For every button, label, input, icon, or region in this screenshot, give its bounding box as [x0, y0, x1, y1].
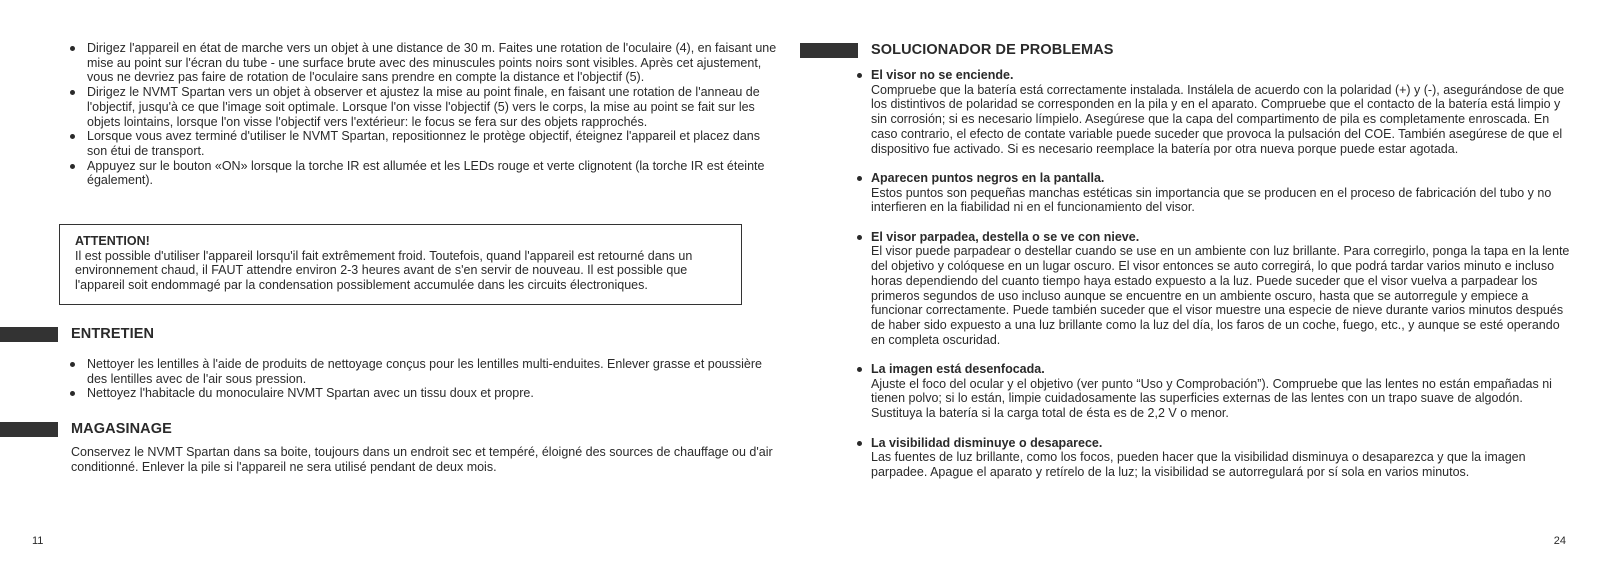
- section-heading-magasinage: MAGASINAGE: [71, 421, 172, 437]
- usage-bullet-list: [87, 41, 777, 188]
- problem-item: [871, 362, 1571, 421]
- problem-text: Ajuste el foco del ocular y el objetivo (ver punto “Uso y Comprobación”). Compruebe que las lentes no están empañadas ni tienen polvo; si lo están, limpie cuidadosamente las superficies externas de las lentes con un trapo suave de algodón. Sustituya la batería si la carga total de ésta es de 2,2 V o menor.: [871, 376, 1552, 421]
- list-item: Dirigez le NVMT Spartan vers un objet à observer et ajustez la mise au point finale, en faisant une rotation de l'anneau de l'objectif, jusqu'à ce que l'image soit optimale. Lorsque l'on visse l'objectif (5) vers le corps, la mise au point se fait sur les objets lointains, lorsque l'on visse l'objectif vers l'extérieur: le focus se fera sur des objets rapprochés.: [87, 85, 777, 129]
- attention-text: Il est possible d'utiliser l'appareil lorsqu'il fait extrêmement froid. Toutefois, quand l'appareil est retourné dans un environnement chaud, il FAUT attendre environ 2-3 heures avant de s'en servir de nouveau. Il est possible que l'appareil soit endommagé par la condensation possiblement accumulée dans les circuits électroniques.: [75, 248, 693, 293]
- problem-title: El visor parpadea, destella o se ve con nieve.: [871, 229, 1140, 244]
- page-number: 24: [1553, 535, 1566, 547]
- problem-item: [871, 436, 1571, 480]
- list-item: Appuyez sur le bouton «ON» lorsque la torche IR est allumée et les LEDs rouge et verte clignotent (la torche IR est éteinte également).: [87, 159, 777, 188]
- problem-text: Compruebe que la batería está correctamente instalada. Instálela de acuerdo con la polaridad (+) y (-), asegurándose de que los distintivos de polaridad se corresponden en la pila y en el aparato. Compruebe que el contacto de la batería está limpio y sin corrosión; si es necesario límpielo. Asegúrese que la capa del compartimento de pila es completamente enroscada. En caso contrario, el efecto de contate variable puede suceder que provoca la pulsación del COE. También asegúrese de que el dispositivo fue activado. Si es necesario reemplace la batería por otra nueva porque puede estar agotada.: [871, 82, 1565, 156]
- list-item: Nettoyer les lentilles à l'aide de produits de nettoyage conçus pour les lentilles multi-enduites. Enlever grasse et poussière des lentilles avec de l'air sous pression.: [87, 357, 777, 386]
- list-item: Nettoyez l'habitacle du monoculaire NVMT Spartan avec un tissu doux et propre.: [87, 386, 777, 401]
- problem-title: La imagen está desenfocada.: [871, 362, 1045, 377]
- problem-list: [871, 68, 1571, 494]
- page-number: 11: [32, 535, 44, 547]
- section-marker-bar: [800, 43, 858, 58]
- attention-title: ATTENTION!: [75, 234, 150, 248]
- section-heading-entretien: ENTRETIEN: [71, 326, 155, 342]
- problem-item: [871, 171, 1571, 215]
- problem-title: La visibilidad disminuye o desaparece.: [871, 435, 1103, 450]
- list-item: Lorsque vous avez terminé d'utiliser le NVMT Spartan, repositionnez le protège objectif, éteignez l'appareil et placez dans son étui de transport.: [87, 129, 777, 158]
- problem-title: El visor no se enciende.: [871, 68, 1014, 82]
- problem-title: Aparecen puntos negros en la pantalla.: [871, 170, 1105, 185]
- section-marker-bar: [0, 422, 58, 437]
- problem-item: [871, 68, 1571, 156]
- problem-text: Estos puntos son pequeñas manchas estéticas sin importancia que se producen en el proceso de fabricación del tubo y no interfieren en la fiabilidad ni en el funcionamiento del visor.: [871, 185, 1552, 215]
- list-item: Dirigez l'appareil en état de marche vers un objet à une distance de 30 m. Faites une rotation de l'oculaire (4), en faisant une mise au point sur l'écran du tube - une surface brute avec des minuscules points noirs sont visibles. Après cet ajustement, vous ne devriez pas faire de rotation de l'oculaire sans prendre en compte la distance et l'objectif (5).: [87, 41, 777, 85]
- problem-text: El visor puede parpadear o destellar cuando se use en un ambiente con luz brillante. Para corregirlo, ponga la tapa en la lente del objetivo y colóquese en un lugar oscuro. El visor entonces se auto corregirá, lo que podrá tardar varios minuto e incluso horas dependiendo del cuanto tiempo haya estado expuesto a la luz. Puede suceder que el visor vuelva a parpadear los primeros segundos de uso incluso aunque se encuentre en un ambiente oscuro, hasta que se autorregule y empiece a funcionar correctamente. Puede también suceder que el visor muestre una especie de nieve durante varios minutos después de haber sido expuesto a una luz brillante como la luz del día, los faros de un coche, fuego, etc., y aunque se esté operando en completa oscuridad.: [871, 244, 1570, 347]
- magasinage-paragraph: Conservez le NVMT Spartan dans sa boite, toujours dans un endroit sec et tempéré, éloigné des sources de chauffage ou d'air conditionné. Enlever la pile si l'appareil ne sera utilisé pendant de deux mois.: [71, 445, 773, 474]
- section-marker-bar: [0, 327, 58, 342]
- attention-box: [59, 224, 742, 305]
- right-page: [800, 0, 1600, 566]
- problem-item: [871, 230, 1571, 348]
- problem-text: Las fuentes de luz brillante, como los focos, pueden hacer que la visibilidad disminuya o desaparezca y que la imagen parpadee. Apague el aparato y retírelo de la luz; la visibilidad se autorregulará por sí sola en varios minutos.: [871, 450, 1526, 479]
- section-heading-troubleshooting: SOLUCIONADOR DE PROBLEMAS: [871, 42, 1114, 58]
- entretien-bullet-list: [87, 357, 777, 401]
